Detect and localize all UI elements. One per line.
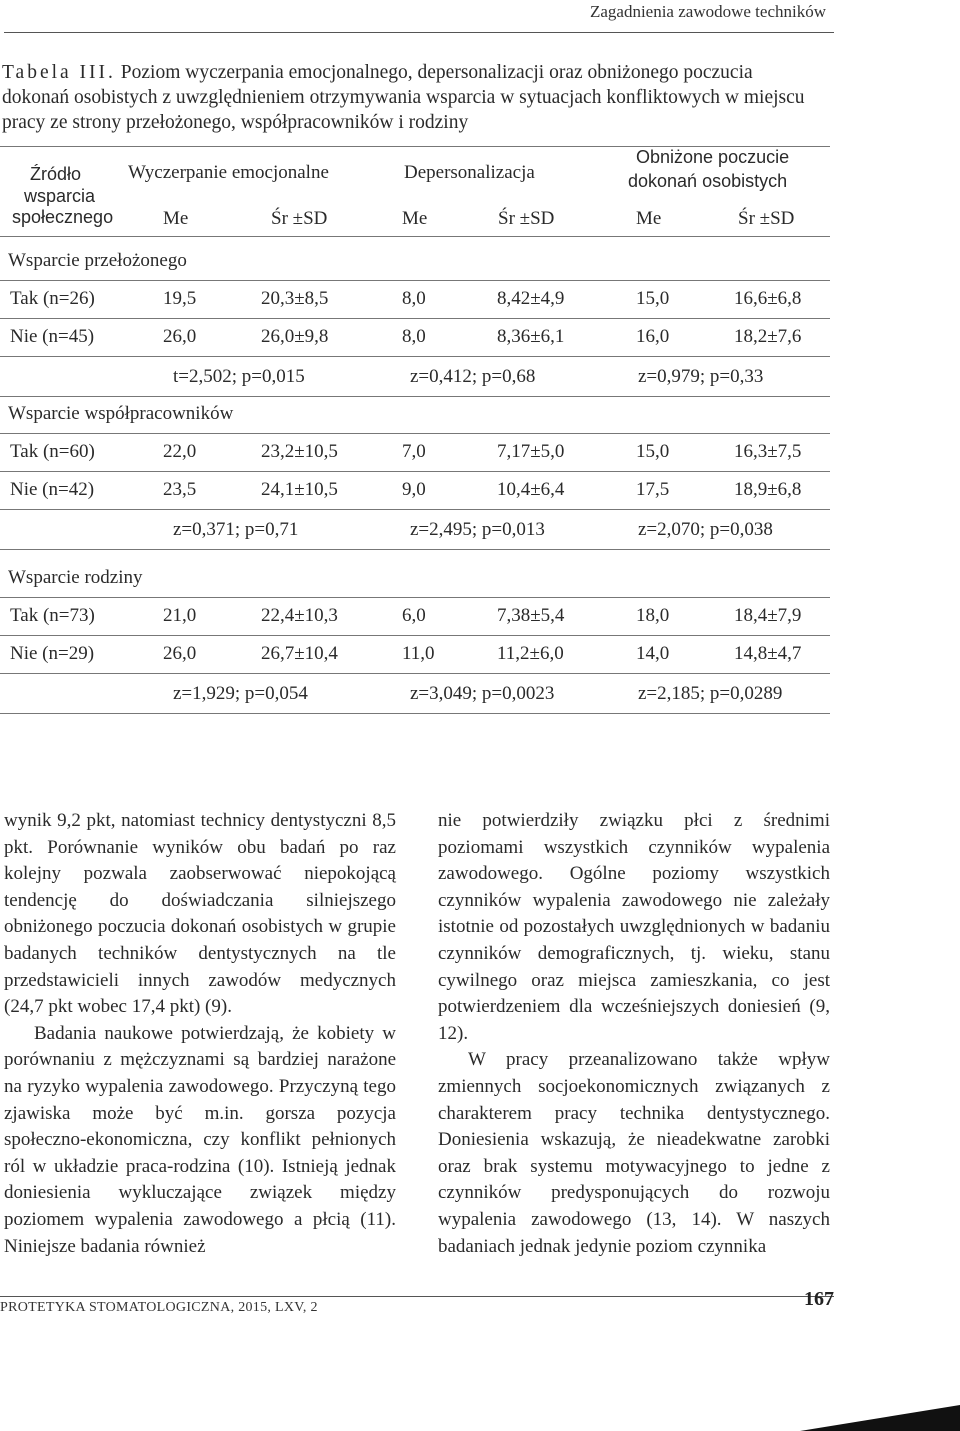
test-statistic: z=1,929; p=0,054 [173,683,308,704]
running-header: Zagadnienia zawodowe techników [589,2,826,21]
test-statistic: z=0,371; p=0,71 [173,519,299,540]
test-statistic: z=2,185; p=0,0289 [638,683,783,704]
corner-mark [800,1405,960,1431]
test-statistic: z=0,412; p=0,68 [410,366,536,387]
table-rule [0,713,830,714]
table-cell: 11,0 [402,643,435,664]
table-rule [0,673,830,674]
section-title: Wsparcie współpracowników [8,403,234,424]
table-cell: 26,0 [163,326,197,347]
row-label: Tak (n=26) [10,288,95,309]
footer-journal: PROTETYKA STOMATOLOGICZNA, 2015, LXV, 2 [0,1300,318,1315]
table-caption [2,60,820,135]
table-cell: 8,0 [402,288,426,309]
table-cell: 14,0 [636,643,670,664]
paragraph: nie potwierdziły związku płci z średnimi poziomami wszystkich czynników wypalenia zawodowego. Ogólne poziomy wszystkich czynników wypalenia zawodowego nie zależały istotnie od pozostałych uwzględnionych w badaniu czynników demograficznych, tj. wieku, stanu cywilnego oraz miejsca zamieszkania, co jest potwierdzeniem dla wcześniejszych doniesień (9, 12). [438,810,830,1044]
table-cell: 21,0 [163,605,197,626]
header-group-exhaustion: Wyczerpanie emocjonalne [128,162,329,183]
table-rule [0,356,830,357]
table-cell: 18,0 [636,605,670,626]
table-cell: 23,2±10,5 [261,441,338,462]
header-group-depersonalization: Depersonalizacja [404,162,535,183]
table-cell: 26,0±9,8 [261,326,329,347]
table-cell: 8,36±6,1 [497,326,565,347]
test-statistic: z=0,979; p=0,33 [638,366,764,387]
table-cell: 6,0 [402,605,426,626]
header-sr-sd: Śr ±SD [498,208,555,229]
table-cell: 22,4±10,3 [261,605,338,626]
test-statistic: z=2,070; p=0,038 [638,519,773,540]
table-cell: 7,38±5,4 [497,605,565,626]
header-source-line1: Źródło [30,164,82,184]
row-label: Nie (n=45) [10,326,95,347]
table-rule [0,471,830,472]
table-cell: 9,0 [402,479,426,500]
row-label: Tak (n=60) [10,441,95,462]
table-cell: 23,5 [163,479,197,500]
table-cell: 7,0 [402,441,426,462]
body-column-left [4,808,396,1260]
header-rule [4,32,834,33]
table-cell: 8,0 [402,326,426,347]
test-statistic: z=3,049; p=0,0023 [410,683,555,704]
header-sr-sd: Śr ±SD [271,208,328,229]
header-me: Me [402,208,428,229]
table-rule [0,433,830,434]
table-cell: 11,2±6,0 [497,643,564,664]
table-cell: 16,0 [636,326,670,347]
table-cell: 15,0 [636,288,670,309]
table-rule [0,549,830,550]
paragraph: wynik 9,2 pkt, natomiast technicy dentystyczni 8,5 pkt. Porównanie wyników obu badań po raz kolejny pozwala zaobserwować niepokojącą tendencję do doświadczania silniejszego obniżonego poczucia dokonań osobistych w grupie badanych techników dentystycznych na tle przedstawicieli innych zawodów medycznych (24,7 pkt wobec 17,4 pkt) (9). [4,810,396,1018]
section-title: Wsparcie przełożonego [8,250,187,271]
header-source-line3: społecznego [12,207,114,227]
table-cell: 18,4±7,9 [734,605,802,626]
table-rule [0,280,830,281]
header-group-accomplishment-line1: Obniżone poczucie [636,147,790,167]
test-statistic: t=2,502; p=0,015 [173,366,305,387]
table-cell: 24,1±10,5 [261,479,338,500]
table-cell: 18,9±6,8 [734,479,802,500]
header-me: Me [163,208,189,229]
table-cell: 26,7±10,4 [261,643,338,664]
section-title: Wsparcie rodziny [8,567,143,588]
table-cell: 15,0 [636,441,670,462]
page-number: 167 [804,1288,834,1310]
table-rule [0,635,830,636]
table-cell: 26,0 [163,643,197,664]
table-cell: 14,8±4,7 [734,643,802,664]
table-cell: 20,3±8,5 [261,288,329,309]
header-sr-sd: Śr ±SD [738,208,795,229]
table-cell: 19,5 [163,288,197,309]
table-cell: 16,6±6,8 [734,288,802,309]
caption-label: Tabela III. [2,62,116,83]
row-label: Nie (n=42) [10,479,95,500]
table-rule [0,396,830,397]
table-cell: 8,42±4,9 [497,288,565,309]
table-cell: 17,5 [636,479,670,500]
table-rule [0,597,830,598]
table-rule [0,318,830,319]
header-source-line2: wsparcia [24,186,96,206]
header-group-accomplishment-line2: dokonań osobistych [628,171,788,191]
table-rule [0,509,830,510]
table-cell: 16,3±7,5 [734,441,802,462]
header-me: Me [636,208,662,229]
table-cell: 22,0 [163,441,197,462]
footer-rule [0,1296,834,1297]
paragraph: W pracy przeanalizowano także wpływ zmiennych socjoekonomicznych związanych z charakterem pracy technika dentystycznego. Doniesienia wskazują, że nieadekwatne zarobki oraz brak systemu motywacyjnego to jedne z czynników predysponujących do rozwoju wypalenia zawodowego (13, 14). W naszych badaniach jednak jedynie poziom czynnika [438,1049,830,1257]
caption-text: Poziom wyczerpania emocjonalnego, depersonalizacji oraz obniżonego poczucia dokonań osobistych z uwzględnieniem otrzymywania wsparcia w sytuacjach konfliktowych w miejscu pracy ze strony przełożonego, współpracowników i rodziny [2,62,805,133]
table-rule [0,236,830,237]
table-cell: 18,2±7,6 [734,326,802,347]
row-label: Tak (n=73) [10,605,95,626]
test-statistic: z=2,495; p=0,013 [410,519,545,540]
row-label: Nie (n=29) [10,643,95,664]
table-cell: 7,17±5,0 [497,441,565,462]
paragraph: Badania naukowe potwierdzają, że kobiety w porównaniu z mężczyznami są bardziej narażone na ryzyko wypalenia zawodowego. Przyczyną tego zjawiska może być m.in. gorsza pozycja społeczno-ekonomiczna, czy konflikt pełnionych ról w układzie praca-rodzina (10). Istnieją jednak doniesienia wykluczające związek między poziomem wypalenia zawodowego a płcią (11). Niniejsze badania również [4,1022,396,1257]
table-cell: 10,4±6,4 [497,479,565,500]
body-column-right [438,808,830,1260]
